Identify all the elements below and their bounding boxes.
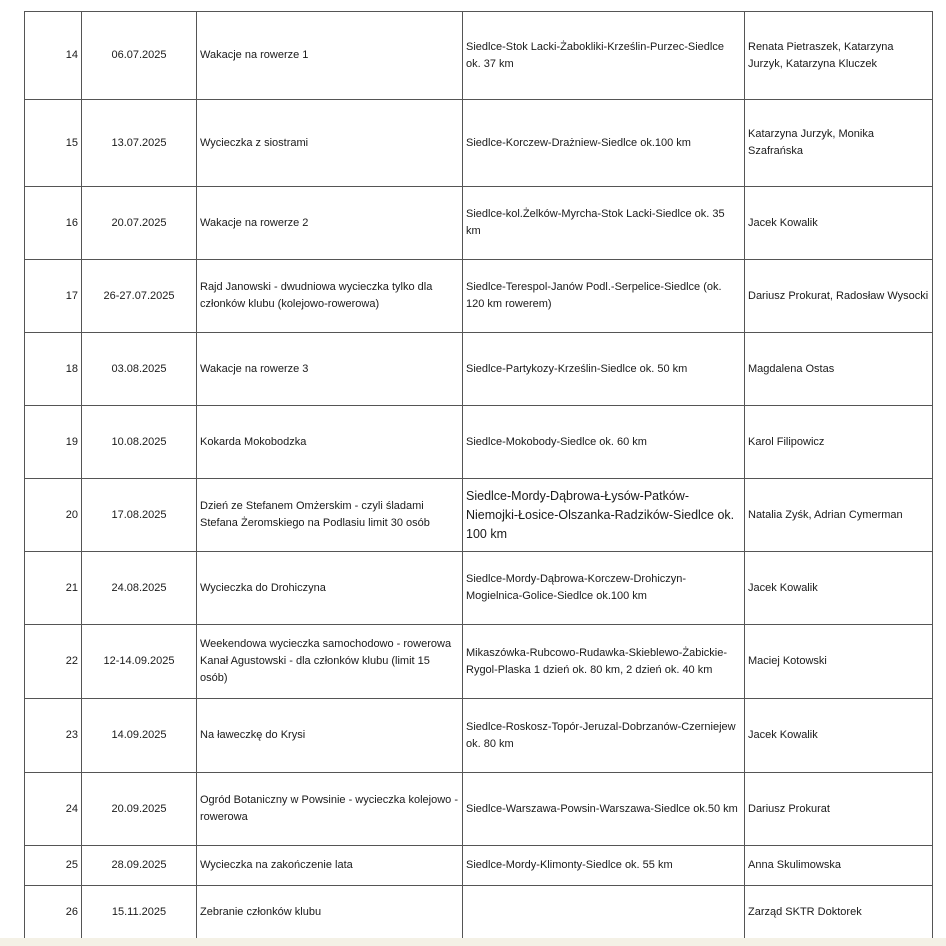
trip-schedule-table <box>24 11 933 939</box>
trip-date: 13.07.2025 <box>82 100 197 187</box>
table-row <box>25 479 933 552</box>
trip-route: Siedlce-Terespol-Janów Podl.-Serpelice-Siedlce (ok. 120 km rowerem) <box>463 260 745 333</box>
row-number: 23 <box>25 699 82 773</box>
trip-route: Siedlce-Warszawa-Powsin-Warszawa-Siedlce ok.50 km <box>463 773 745 846</box>
trip-date: 20.09.2025 <box>82 773 197 846</box>
row-number: 22 <box>25 625 82 699</box>
trip-route: Siedlce-Mokobody-Siedlce ok. 60 km <box>463 406 745 479</box>
table-row <box>25 260 933 333</box>
trip-route: Siedlce-kol.Żelków-Myrcha-Stok Lacki-Siedlce ok. 35 km <box>463 187 745 260</box>
table-row <box>25 846 933 886</box>
trip-title: Wakacje na rowerze 1 <box>197 12 463 100</box>
trip-leaders: Natalia Zyśk, Adrian Cymerman <box>745 479 933 552</box>
trip-leaders: Jacek Kowalik <box>745 187 933 260</box>
trip-route: Siedlce-Partykozy-Krześlin-Siedlce ok. 50 km <box>463 333 745 406</box>
trip-leaders: Zarząd SKTR Doktorek <box>745 886 933 939</box>
table-row <box>25 187 933 260</box>
page-bottom-edge <box>0 938 946 946</box>
trip-leaders: Jacek Kowalik <box>745 552 933 625</box>
row-number: 26 <box>25 886 82 939</box>
table-row <box>25 625 933 699</box>
trip-title: Na ławeczkę do Krysi <box>197 699 463 773</box>
row-number: 24 <box>25 773 82 846</box>
table-row <box>25 886 933 939</box>
trip-title: Ogród Botaniczny w Powsinie - wycieczka kolejowo - rowerowa <box>197 773 463 846</box>
trip-title: Rajd Janowski - dwudniowa wycieczka tylko dla członków klubu (kolejowo-rowerowa) <box>197 260 463 333</box>
row-number: 16 <box>25 187 82 260</box>
trip-leaders: Karol Filipowicz <box>745 406 933 479</box>
trip-date: 14.09.2025 <box>82 699 197 773</box>
trip-title: Kokarda Mokobodzka <box>197 406 463 479</box>
trip-route <box>463 886 745 939</box>
row-number: 20 <box>25 479 82 552</box>
row-number: 25 <box>25 846 82 886</box>
trip-leaders: Dariusz Prokurat, Radosław Wysocki <box>745 260 933 333</box>
trip-title: Weekendowa wycieczka samochodowo - rowerowa Kanał Agustowski - dla członków klubu (limit 15 osób) <box>197 625 463 699</box>
row-number: 14 <box>25 12 82 100</box>
table-row <box>25 699 933 773</box>
table-row <box>25 773 933 846</box>
trip-title: Wakacje na rowerze 3 <box>197 333 463 406</box>
trip-title: Dzień ze Stefanem Omżerskim - czyli śladami Stefana Żeromskiego na Podlasiu limit 30 osób <box>197 479 463 552</box>
trip-date: 03.08.2025 <box>82 333 197 406</box>
trip-route: Siedlce-Korczew-Drażniew-Siedlce ok.100 km <box>463 100 745 187</box>
row-number: 18 <box>25 333 82 406</box>
trip-title: Wycieczka do Drohiczyna <box>197 552 463 625</box>
trip-leaders: Magdalena Ostas <box>745 333 933 406</box>
trip-date: 24.08.2025 <box>82 552 197 625</box>
trip-leaders: Jacek Kowalik <box>745 699 933 773</box>
trip-date: 20.07.2025 <box>82 187 197 260</box>
trip-date: 26-27.07.2025 <box>82 260 197 333</box>
trip-leaders: Anna Skulimowska <box>745 846 933 886</box>
row-number: 17 <box>25 260 82 333</box>
table-row <box>25 333 933 406</box>
trip-leaders: Maciej Kotowski <box>745 625 933 699</box>
table-row <box>25 406 933 479</box>
table-row <box>25 100 933 187</box>
trip-title: Wycieczka z siostrami <box>197 100 463 187</box>
trip-title: Wakacje na rowerze 2 <box>197 187 463 260</box>
table-row <box>25 552 933 625</box>
row-number: 21 <box>25 552 82 625</box>
trip-title: Wycieczka na zakończenie lata <box>197 846 463 886</box>
trip-date: 10.08.2025 <box>82 406 197 479</box>
trip-title: Zebranie członków klubu <box>197 886 463 939</box>
trip-leaders: Renata Pietraszek, Katarzyna Jurzyk, Katarzyna Kluczek <box>745 12 933 100</box>
trip-route: Siedlce-Mordy-Klimonty-Siedlce ok. 55 km <box>463 846 745 886</box>
trip-date: 06.07.2025 <box>82 12 197 100</box>
trip-route: Siedlce-Stok Lacki-Żabokliki-Krześlin-Purzec-Siedlce ok. 37 km <box>463 12 745 100</box>
trip-date: 15.11.2025 <box>82 886 197 939</box>
trip-leaders: Katarzyna Jurzyk, Monika Szafrańska <box>745 100 933 187</box>
row-number: 19 <box>25 406 82 479</box>
trip-leaders: Dariusz Prokurat <box>745 773 933 846</box>
trip-route: Mikaszówka-Rubcowo-Rudawka-Skieblewo-Żabickie-Rygol-Plaska 1 dzień ok. 80 km, 2 dzień ok. 40 km <box>463 625 745 699</box>
trip-date: 12-14.09.2025 <box>82 625 197 699</box>
trip-route: Siedlce-Mordy-Dąbrowa-Korczew-Drohiczyn-Mogielnica-Golice-Siedlce ok.100 km <box>463 552 745 625</box>
trip-route: Siedlce-Roskosz-Topór-Jeruzal-Dobrzanów-Czerniejew ok. 80 km <box>463 699 745 773</box>
table-row <box>25 12 933 100</box>
trip-date: 28.09.2025 <box>82 846 197 886</box>
trip-route: Siedlce-Mordy-Dąbrowa-Łysów-Patków-Niemojki-Łosice-Olszanka-Radzików-Siedlce ok. 100 km <box>463 479 745 552</box>
row-number: 15 <box>25 100 82 187</box>
trip-date: 17.08.2025 <box>82 479 197 552</box>
